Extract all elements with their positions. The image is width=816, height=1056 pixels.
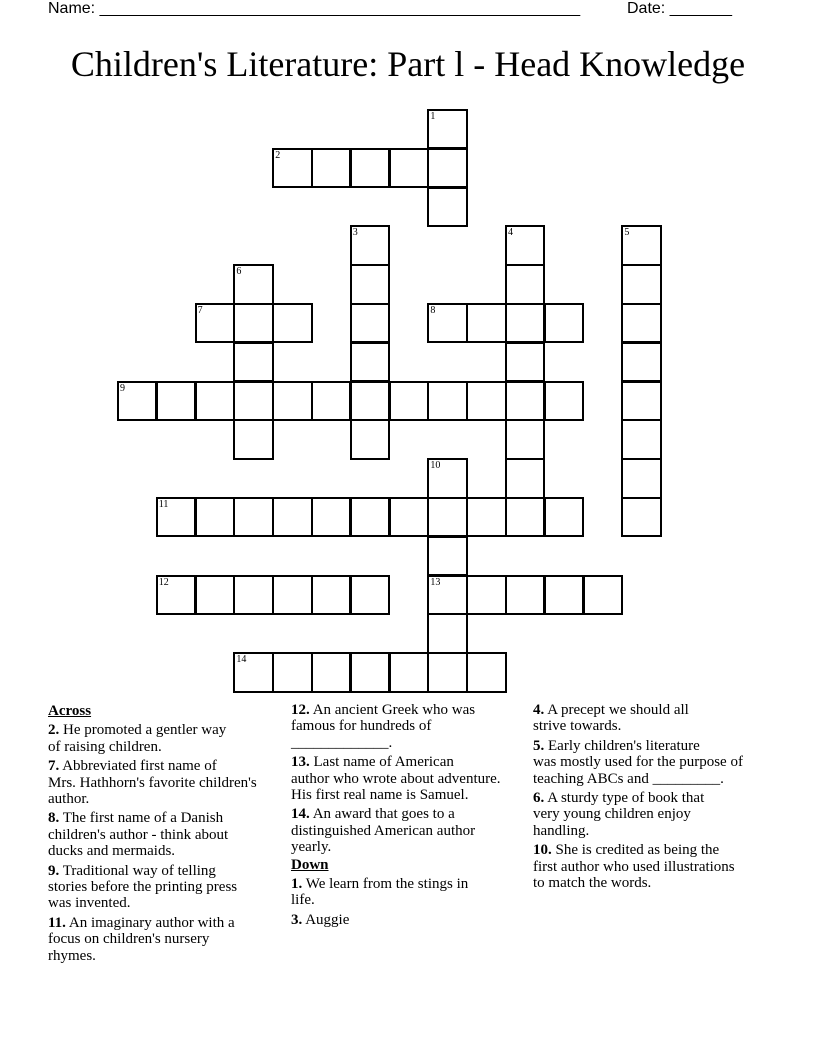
grid-cell[interactable] [117,381,157,421]
grid-cell[interactable] [505,225,545,265]
clue-text: The first name of a Danish children's author - think about ducks and mermaids. [48,810,229,860]
grid-cell[interactable] [389,148,429,188]
clue-column-3 [533,702,773,891]
grid-cell[interactable] [350,264,390,304]
grid-cell[interactable] [350,148,390,188]
grid-cell[interactable] [233,381,273,421]
grid-cell[interactable] [272,497,312,537]
grid-cell[interactable] [583,575,623,615]
clue-down-6 [533,790,773,839]
grid-cell[interactable] [621,264,661,304]
clue-down-3 [291,912,527,928]
grid-cell[interactable] [427,575,467,615]
clue-number-label: 12 [158,576,169,588]
grid-cell[interactable] [350,303,390,343]
grid-cell[interactable] [233,264,273,304]
grid-cell[interactable] [233,497,273,537]
clue-number-label: 5 [624,227,630,239]
clue-down-4 [533,702,773,735]
clue-number-label: 10 [430,460,441,472]
clue-text: Early children's literature was mostly used for the purpose of teaching ABCs and _________. [533,737,743,787]
across-heading: Across [48,703,92,719]
grid-cell[interactable] [466,381,506,421]
clue-across-9 [48,863,284,912]
grid-cell[interactable] [466,652,506,692]
grid-cell[interactable] [427,497,467,537]
grid-cell[interactable] [311,652,351,692]
grid-cell[interactable] [272,575,312,615]
grid-cell[interactable] [427,109,467,149]
grid-cell[interactable] [350,225,390,265]
grid-cell[interactable] [195,303,235,343]
clue-column-2 [291,702,527,928]
clue-number: 9. [48,862,60,879]
grid-cell[interactable] [427,187,467,227]
grid-cell[interactable] [505,264,545,304]
clue-text: An imaginary author with a focus on children's nursery rhymes. [48,914,235,964]
grid-cell[interactable] [350,342,390,382]
grid-cell[interactable] [505,419,545,459]
clue-number-label: 1 [430,111,436,122]
down-heading: Down [291,856,329,873]
grid-cell[interactable] [505,381,545,421]
clue-text: We learn from the stings in life. [291,876,469,909]
grid-cell[interactable] [505,342,545,382]
clue-across-14 [291,806,527,855]
grid-cell[interactable] [389,497,429,537]
grid-cell[interactable] [233,419,273,459]
clue-text: A precept we should all strive towards. [533,702,689,735]
grid-cell[interactable] [350,381,390,421]
grid-cell[interactable] [621,419,661,459]
clue-number: 13. [291,754,310,771]
grid-cell[interactable] [505,458,545,498]
clue-across-8 [48,810,284,859]
clue-down-1 [291,876,527,909]
grid-cell[interactable] [427,536,467,576]
grid-cell[interactable] [156,381,196,421]
date-line: Date: _______ [627,0,732,17]
grid-cell[interactable] [621,225,661,265]
clue-text: A sturdy type of book that very young children enjoy handling. [533,790,705,839]
grid-cell[interactable] [621,497,661,537]
clue-number-label: 7 [197,305,203,316]
grid-cell[interactable] [195,381,235,421]
clue-number: 3. [291,911,303,928]
grid-cell[interactable] [427,148,467,188]
clue-number: 11. [48,914,66,931]
clue-across-11 [48,915,284,964]
clue-text: An award that goes to a distinguished American author yearly. [291,806,476,856]
grid-cell[interactable] [233,342,273,382]
grid-cell[interactable] [311,497,351,537]
clue-down-5 [533,738,773,787]
clue-number: 6. [533,790,545,807]
clue-number: 10. [533,842,552,859]
grid-cell[interactable] [311,575,351,615]
clue-number-label: 9 [120,382,125,394]
grid-cell[interactable] [350,497,390,537]
grid-cell[interactable] [350,419,390,459]
grid-cell[interactable] [427,652,467,692]
grid-cell[interactable] [544,303,584,343]
grid-cell[interactable] [350,575,390,615]
clue-number-label: 2 [275,149,281,161]
grid-cell[interactable] [156,575,196,615]
grid-cell[interactable] [505,303,545,343]
grid-cell[interactable] [621,342,661,382]
grid-cell[interactable] [621,458,661,498]
clue-across-2 [48,722,284,755]
grid-cell[interactable] [311,381,351,421]
grid-cell[interactable] [233,575,273,615]
grid-cell[interactable] [195,497,235,537]
clue-across-12 [291,702,527,751]
clue-text: She is credited as being the first author who used illustrations to match the words. [533,842,735,892]
grid-cell[interactable] [389,381,429,421]
grid-cell[interactable] [621,381,661,421]
grid-cell[interactable] [233,652,273,692]
clue-number: 2. [48,722,60,739]
grid-cell[interactable] [156,497,196,537]
grid-cell[interactable] [427,613,467,653]
clue-number-label: 3 [352,227,358,239]
grid-cell[interactable] [544,575,584,615]
clue-across-7 [48,758,284,807]
clue-number: 8. [48,810,60,827]
grid-cell[interactable] [272,303,312,343]
clue-number-label: 11 [158,499,169,510]
clue-across-13 [291,754,527,803]
grid-cell[interactable] [621,303,661,343]
clue-number-label: 6 [236,266,242,278]
grid-cell[interactable] [311,148,351,188]
grid-cell[interactable] [466,575,506,615]
grid-cell[interactable] [272,381,312,421]
clue-text: An ancient Greek who was famous for hundreds of _____________. [291,702,476,751]
grid-cell[interactable] [350,652,390,692]
clue-number: 5. [533,737,545,754]
grid-cell[interactable] [505,575,545,615]
clue-column-1 [48,702,284,964]
grid-cell[interactable] [195,575,235,615]
clue-text: Last name of American author who wrote about adventure. His first real name is Samuel. [291,754,501,804]
name-line: Name: ______________________________________________________ [48,0,581,17]
grid-cell[interactable] [505,497,545,537]
clue-number-label: 4 [508,227,513,239]
clue-number: 7. [48,758,60,775]
clue-text: Auggie [305,911,350,928]
clue-number-label: 8 [430,305,436,316]
grid-cell[interactable] [466,497,506,537]
puzzle-title: Children's Literature: Part l - Head Knowledge [70,44,746,84]
grid-cell[interactable] [389,652,429,692]
grid-cell[interactable] [272,148,312,188]
grid-cell[interactable] [544,381,584,421]
grid-cell[interactable] [427,303,467,343]
grid-cell[interactable] [427,458,467,498]
clue-down-10 [533,842,773,891]
clue-number: 12. [291,702,310,718]
clue-text: Traditional way of telling stories before the printing press was invented. [48,862,238,912]
clue-number: 4. [533,702,545,718]
clue-text: Abbreviated first name of Mrs. Hathhorn's favorite children's author. [48,758,257,808]
clue-number: 1. [291,876,303,893]
grid-cell[interactable] [466,303,506,343]
grid-cell[interactable] [272,652,312,692]
grid-cell[interactable] [427,381,467,421]
grid-cell[interactable] [544,497,584,537]
grid-cell[interactable] [233,303,273,343]
clue-number-label: 13 [430,576,441,588]
clue-number: 14. [291,806,310,823]
clue-number-label: 14 [236,654,247,666]
clue-text: He promoted a gentler way of raising children. [48,722,227,755]
